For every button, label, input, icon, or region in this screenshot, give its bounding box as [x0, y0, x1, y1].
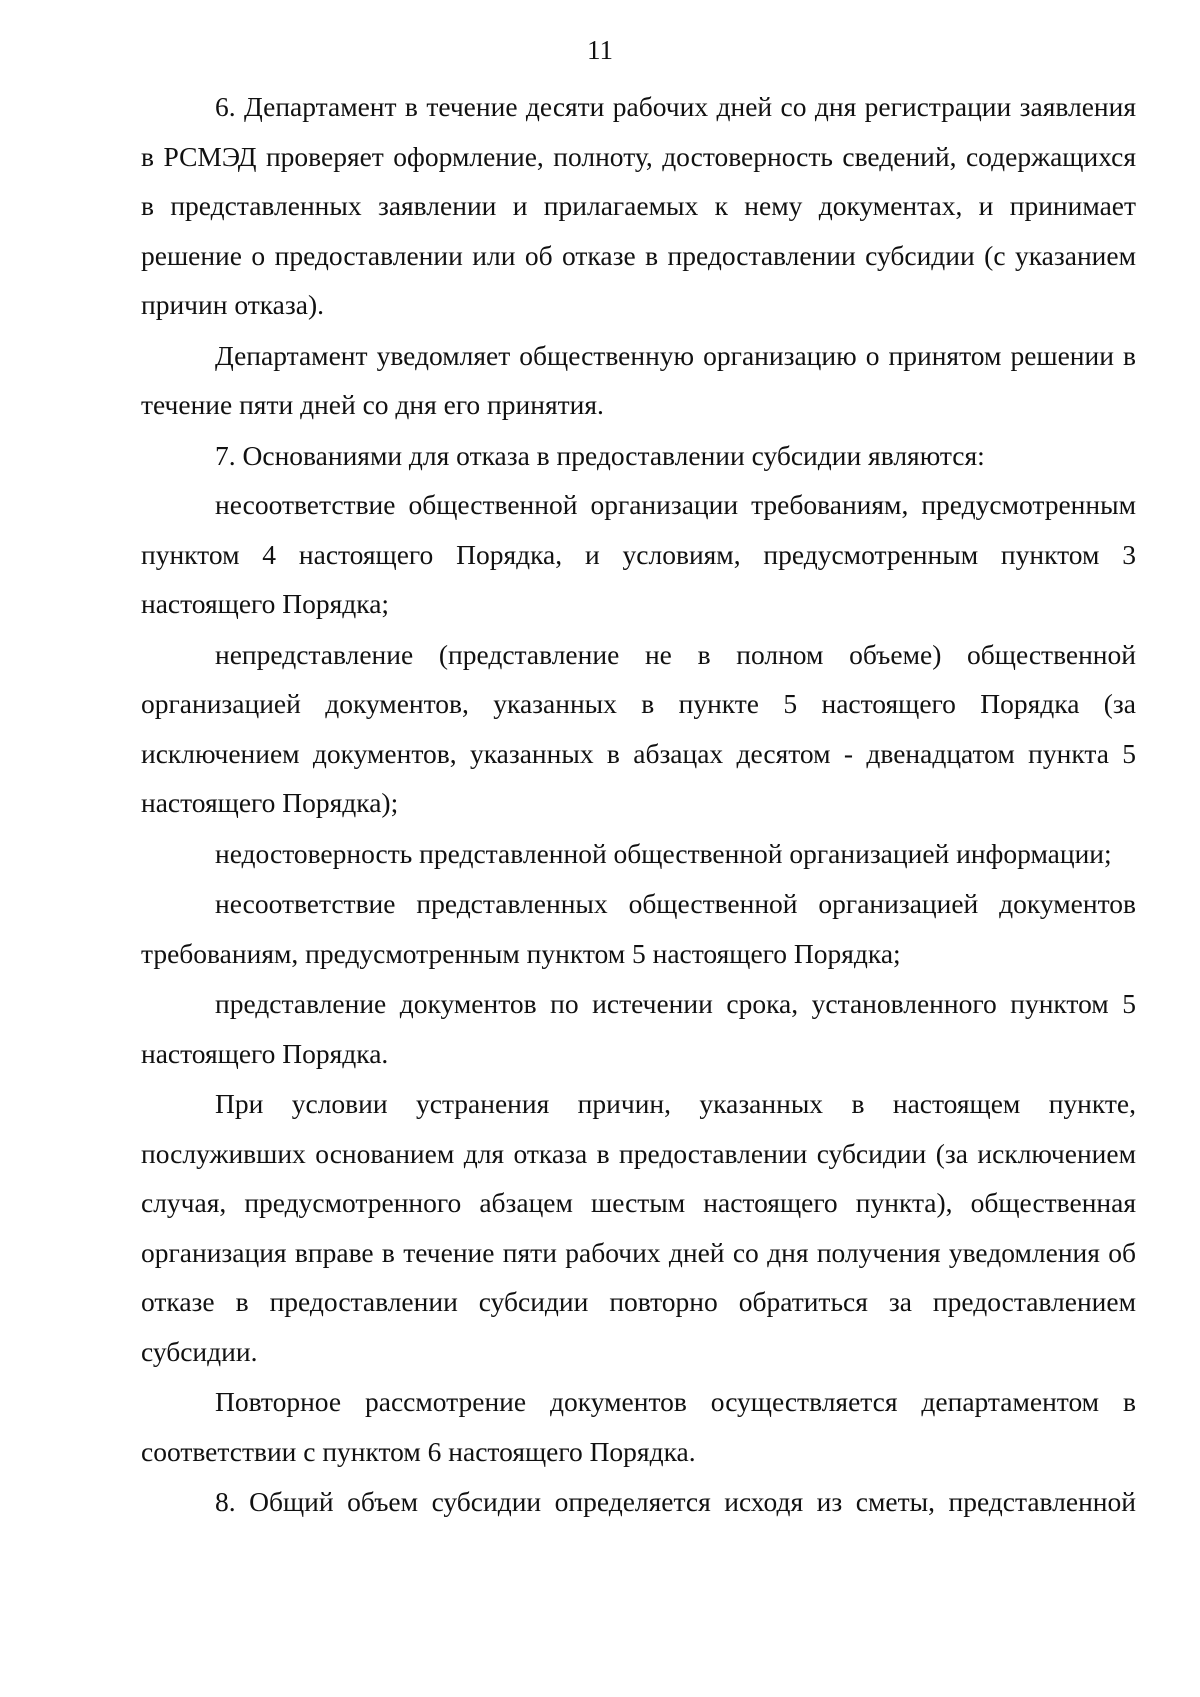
paragraph-6-review: 6. Департамент в течение десяти рабочих дней со дня регистрации заявления в РСМЭД проверяет оформление, полноту, достоверность сведений, содержащихся в представленных заявлении и прилагаемых к нему документах, и принимает решение о предоставлении или об отказе в предоставлении субсидии (с указанием причин отказа). [141, 91, 1136, 320]
paragraph-ground-nonsubmission: непредставление (представление не в полном объеме) общественной организацией документов, указанных в пункте 5 настоящего Порядка (за исключением документов, указанных в абзацах десятом - двенадцатом пункта 5 настоящего Порядка); [141, 638, 1136, 818]
paragraph-repeat-review: Повторное рассмотрение документов осуществляется департаментом в соответствии с пунктом 6 настоящего Порядка. [141, 1386, 1136, 1467]
paragraph-ground-noncompliance: несоответствие общественной организации требованиям, предусмотренным пунктом 4 настоящего Порядка, и условиям, предусмотренным пунктом 3 настоящего Порядка; [141, 489, 1136, 619]
paragraph-ground-document-mismatch: несоответствие представленных общественной организацией документов требованиям, предусмотренным пунктом 5 настоящего Порядка; [141, 888, 1136, 969]
paragraph-7-refusal-grounds: 7. Основаниями для отказа в предоставлении субсидии являются: [215, 439, 985, 471]
paragraph-ground-late-submission: представление документов по истечении срока, установленного пунктом 5 настоящего Порядка. [141, 988, 1136, 1069]
page-number: 11 [587, 35, 613, 65]
paragraph-notification: Департамент уведомляет общественную организацию о принятом решении в течение пяти дней со дня его принятия. [141, 339, 1136, 420]
paragraph-resubmission: При условии устранения причин, указанных в настоящем пункте, послуживших основанием для отказа в предоставлении субсидии (за исключением случая, предусмотренного абзацем шестым настоящего пункта), общественная организация вправе в течение пяти рабочих дней со дня получения уведомления об отказе в предоставлении субсидии повторно обратиться за предоставлением субсидии. [141, 1088, 1136, 1367]
paragraph-8-subsidy-volume: 8. Общий объем субсидии определяется исходя из сметы, представленной [215, 1486, 1136, 1517]
document-body [141, 82, 1136, 1527]
paragraph-ground-unreliability: недостоверность представленной общественной организацией информации; [215, 837, 1112, 869]
